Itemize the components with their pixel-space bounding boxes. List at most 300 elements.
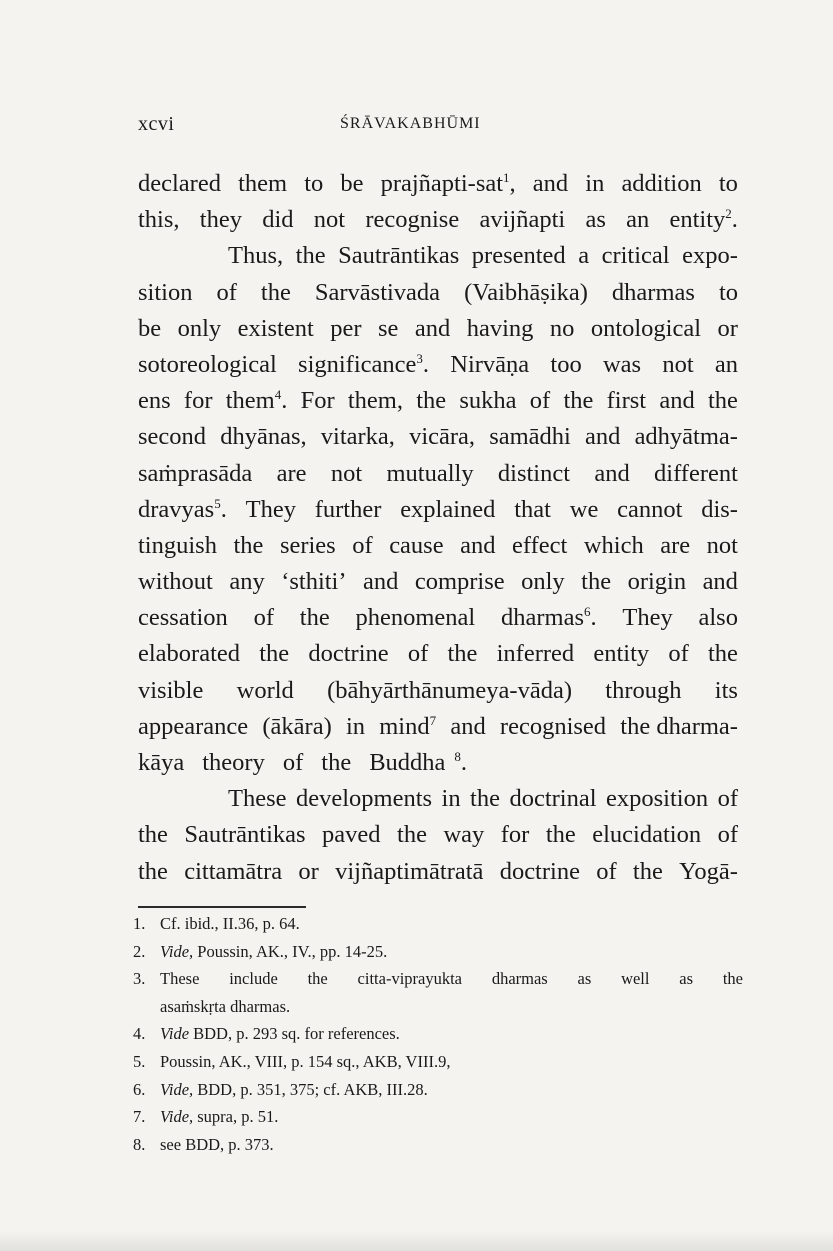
word: [331, 456, 362, 492]
word: [415, 311, 450, 347]
word: [670, 202, 738, 238]
word-text: the: [563, 387, 594, 415]
footnote-ref: 4: [274, 386, 282, 402]
word: [708, 383, 738, 419]
word: [512, 528, 567, 564]
word: [459, 383, 516, 419]
text-line: [138, 202, 738, 238]
word-text: are: [276, 459, 307, 487]
word-text: to: [718, 278, 738, 306]
text-line: [138, 456, 738, 492]
word-text: significance: [298, 350, 417, 378]
word: [298, 347, 429, 383]
word: [138, 275, 192, 311]
word-text: only: [521, 568, 565, 596]
footnote-text: [160, 1076, 743, 1104]
word-text: elucidation: [592, 821, 702, 849]
word: [138, 636, 240, 672]
word: [378, 311, 398, 347]
word: [348, 383, 403, 419]
word-text: critical: [601, 242, 670, 270]
word: [281, 564, 346, 600]
word-text: not: [330, 459, 363, 487]
word: [138, 419, 206, 455]
footnote-ref: 3: [416, 350, 423, 366]
word: [386, 456, 473, 492]
word: [296, 781, 432, 817]
word-text: its: [714, 676, 738, 704]
word: [659, 383, 694, 419]
word: [550, 347, 581, 383]
word-text: origin: [627, 568, 687, 596]
word: [400, 492, 495, 528]
word-text: was: [602, 350, 642, 378]
text-line: [138, 636, 738, 672]
word-text: inferred: [496, 640, 575, 668]
footnote-item: [133, 965, 743, 993]
word: [585, 419, 620, 455]
word-text: a: [578, 242, 590, 270]
footnote-number: 8.: [133, 1134, 146, 1154]
footnote-text: [160, 965, 743, 993]
word: [327, 673, 572, 709]
footnote-number: 2.: [133, 941, 146, 961]
footnote-word: include: [229, 969, 278, 989]
word: [719, 166, 738, 202]
word-text: doctrine: [499, 857, 580, 885]
word: [514, 492, 551, 528]
word-text: sukha: [459, 387, 517, 415]
word-text: for: [183, 387, 213, 415]
word: [607, 383, 646, 419]
word-text: Buddha: [369, 749, 446, 776]
word-text: of: [668, 640, 689, 668]
word-text: the: [397, 821, 427, 849]
word-text: per: [330, 314, 362, 342]
word: [355, 600, 475, 636]
word: [340, 166, 363, 202]
word-text: developments: [295, 785, 433, 813]
word-text: kāya: [138, 749, 185, 776]
word: [138, 166, 221, 202]
word: [703, 564, 738, 600]
word-text: too: [550, 350, 582, 378]
word-text: the: [707, 387, 738, 415]
word: [585, 166, 604, 202]
word: [530, 383, 550, 419]
word: [308, 636, 388, 672]
word-text: in: [345, 712, 366, 740]
word-text: first: [606, 387, 647, 415]
word: [500, 854, 580, 890]
footnote-item: [133, 1048, 743, 1076]
footnote-ref: 6: [583, 604, 591, 620]
word: [246, 492, 296, 528]
text-line: [138, 854, 738, 890]
word-text: declared: [138, 170, 221, 197]
word-text: cannot: [617, 495, 683, 523]
word: [138, 564, 213, 600]
text-line: [138, 383, 738, 419]
word-text: or: [717, 314, 738, 342]
word-text: different: [654, 459, 738, 487]
text-line: [138, 275, 738, 311]
footnote-word: as: [679, 969, 694, 989]
footnote-body: BDD, p. 351, 375; cf. AKB, III.28.: [193, 1079, 428, 1099]
word-text: second: [138, 423, 207, 451]
word: [460, 528, 495, 564]
word-text: the: [295, 242, 326, 270]
word-text: ens: [138, 387, 171, 415]
word-text: Nirvāṇa: [450, 350, 530, 378]
word-text: prajñapti-sat: [380, 170, 504, 197]
word: [304, 166, 323, 202]
word: [277, 456, 307, 492]
word: [262, 709, 331, 745]
word-text: in: [585, 170, 605, 197]
word: [606, 781, 708, 817]
word: [233, 528, 263, 564]
text-line: [138, 564, 738, 600]
word-text: and: [363, 568, 399, 596]
word: [472, 238, 566, 274]
word-text: that: [514, 495, 551, 523]
word: [707, 528, 738, 564]
footnote-word: the: [307, 969, 328, 989]
word-text: series: [279, 531, 336, 559]
word: [605, 673, 681, 709]
word-text: and: [594, 459, 630, 487]
punctuation: .: [220, 495, 227, 523]
word: [283, 745, 312, 781]
word-text: the: [321, 749, 352, 776]
word: [592, 817, 701, 853]
word: [701, 492, 738, 528]
word: [450, 347, 529, 383]
word: [501, 817, 530, 853]
word: [603, 347, 641, 383]
word-text: of: [717, 821, 738, 849]
punctuation: .: [460, 749, 468, 776]
word-text: ‘sthiti’: [281, 568, 347, 596]
footnote-word: the: [722, 969, 743, 989]
word-text: elaborated: [138, 640, 241, 668]
word-text: only: [177, 314, 222, 342]
text-line: [138, 745, 738, 781]
footnote-number: 1.: [133, 914, 146, 933]
word: [470, 781, 500, 817]
word: [301, 383, 335, 419]
word-text: way: [443, 821, 485, 849]
word-text: world: [236, 676, 294, 704]
footnote-number: 6.: [133, 1079, 146, 1099]
word: [581, 564, 611, 600]
word-text: recognise: [365, 206, 460, 234]
footnote-text: see BDD, p. 373.: [160, 1134, 274, 1154]
word-text: (ākāra): [262, 712, 332, 740]
word-text: exposition: [606, 785, 709, 813]
word-text: dis-: [701, 495, 738, 523]
word: [708, 636, 738, 672]
word-text: presented: [471, 242, 566, 270]
word: [296, 238, 326, 274]
page-number: xcvi: [138, 113, 175, 135]
word: [450, 709, 485, 745]
word-text: appearance: [138, 712, 249, 740]
word-text: addition: [621, 170, 702, 197]
word: [335, 854, 483, 890]
footnote-text: Cf. ibid., II.36, p. 64.: [160, 914, 300, 933]
word-text: and: [414, 314, 451, 342]
word: [138, 311, 161, 347]
word-text: vitarka,: [320, 423, 395, 451]
word: [718, 817, 738, 853]
word-text: dravyas: [138, 495, 215, 523]
word: [321, 419, 395, 455]
word-text: (bāhyārthānumeya-vāda): [327, 676, 572, 704]
word: [229, 564, 264, 600]
word-text: the: [632, 857, 663, 885]
word-text: recognised: [499, 712, 607, 740]
footnote-lead: Vide,: [160, 1079, 194, 1099]
word-text: Yogā-: [679, 857, 738, 885]
word-text: we: [569, 495, 599, 523]
word-text: Sautrāntikas: [184, 821, 306, 849]
word-text: to: [304, 170, 324, 197]
text-line: [138, 492, 738, 528]
footnote-text: [160, 1020, 743, 1048]
word-text: visible: [138, 676, 204, 704]
word: [261, 275, 291, 311]
word: [138, 673, 203, 709]
word-text: dharmas: [500, 604, 584, 632]
word-text: are: [660, 531, 691, 559]
word-text: They: [622, 604, 673, 632]
word: [202, 745, 274, 781]
word: [679, 854, 738, 890]
footnote-item: [133, 938, 743, 966]
word-text: be: [138, 314, 162, 342]
word-text: (Vaibhāṣika): [464, 278, 588, 306]
punctuation: .: [590, 604, 597, 632]
word: [397, 817, 427, 853]
scan-edge: [0, 1231, 833, 1251]
word-text: These: [228, 785, 287, 813]
footnote-lead: Vide,: [160, 941, 194, 961]
word: [489, 419, 571, 455]
text-line: [138, 347, 738, 383]
word-text: mind: [379, 712, 430, 740]
footnote-ref: 1: [503, 169, 510, 185]
word-text: comprise: [414, 568, 505, 596]
word: [226, 383, 288, 419]
word: [315, 492, 382, 528]
word-text: as: [585, 206, 606, 234]
word-text: theory: [202, 749, 265, 776]
word: [633, 854, 663, 890]
text-line: [138, 419, 738, 455]
word-text: the: [138, 857, 168, 885]
word: [467, 311, 534, 347]
word: [138, 817, 168, 853]
footnote-lead: Vide: [160, 1024, 190, 1044]
word: [617, 492, 682, 528]
punctuation: .: [281, 387, 288, 415]
word-text: any: [229, 568, 265, 596]
footnote-word: as: [577, 969, 592, 989]
word: [416, 383, 446, 419]
word-text: explained: [400, 495, 496, 523]
footnote-item: [133, 1103, 743, 1131]
word-text: adhyātma-: [634, 423, 738, 451]
footnote-number: 4.: [133, 1024, 146, 1044]
word-text: effect: [512, 531, 568, 559]
word: [621, 166, 701, 202]
word-text: and: [659, 387, 695, 415]
footnote-separator: [138, 906, 306, 908]
word-text: for: [500, 821, 530, 849]
word-text: Thus,: [228, 242, 284, 270]
word: [596, 854, 616, 890]
word: [262, 202, 293, 238]
word: [521, 564, 565, 600]
footnote-word: citta-viprayukta: [357, 969, 463, 989]
word-text: of: [529, 387, 551, 415]
word: [138, 745, 193, 781]
word-text: the: [708, 640, 738, 668]
text-line: [138, 817, 738, 853]
punctuation: .: [731, 206, 738, 234]
word-text: not: [313, 206, 346, 234]
word: [602, 238, 670, 274]
word-text: the: [470, 785, 500, 813]
word-text: tinguish: [138, 531, 217, 559]
word-text: Sautrāntikas: [338, 242, 460, 270]
word: [500, 709, 606, 745]
word-text: They: [245, 495, 296, 523]
footnote-text: [160, 938, 743, 966]
word-text: Sarvāstivada: [314, 278, 441, 306]
word: [442, 781, 461, 817]
word: [718, 781, 738, 817]
word-text: this,: [138, 206, 180, 234]
word: [682, 238, 738, 274]
text-line: [138, 166, 738, 202]
word: [546, 817, 576, 853]
word: [369, 745, 476, 781]
word-text: avijñapti: [479, 206, 566, 234]
word: [216, 275, 236, 311]
word-text: entity: [593, 640, 650, 668]
word-text: doctrine: [308, 640, 389, 668]
word: [654, 456, 738, 492]
word: [668, 636, 688, 672]
word-text: the: [138, 821, 168, 849]
footnote-number: 7.: [133, 1107, 146, 1127]
word: [718, 311, 738, 347]
word: [298, 854, 318, 890]
word-text: and: [450, 712, 486, 740]
word: [365, 202, 459, 238]
word-text: the: [581, 568, 612, 596]
word: [352, 528, 372, 564]
word-text: an: [626, 206, 650, 234]
word: [409, 419, 475, 455]
text-line: [138, 528, 738, 564]
footnote-word: These: [160, 969, 200, 989]
word-text: paved: [322, 821, 381, 849]
footnote-word: well: [621, 969, 650, 989]
word: [593, 636, 649, 672]
word-text: ontological: [590, 314, 702, 342]
word: [228, 238, 283, 274]
footnote-ref: 5: [214, 495, 221, 511]
text-line: [138, 709, 738, 745]
word-text: phenomenal: [355, 604, 476, 632]
footnote-word: dharmas: [491, 969, 548, 989]
word: [138, 854, 168, 890]
word: [408, 636, 428, 672]
footnote-body: Poussin, AK., IV., pp. 14-25.: [193, 941, 388, 961]
word-text: and: [585, 423, 621, 451]
footnote-item: [133, 993, 743, 1021]
word: [338, 238, 459, 274]
word-text: no: [549, 314, 575, 342]
word-text: be: [340, 170, 364, 197]
word-text: or: [298, 857, 319, 885]
word: [138, 528, 217, 564]
word-text: which: [583, 531, 644, 559]
word-text: For: [300, 387, 335, 415]
word-text: cessation: [138, 604, 228, 632]
word: [698, 600, 737, 636]
word-text: existent: [237, 314, 314, 342]
word: [315, 275, 440, 311]
word: [479, 202, 565, 238]
word-text: se: [378, 314, 399, 342]
word: [300, 600, 330, 636]
footnote-item: [133, 1020, 743, 1048]
word: [620, 709, 738, 745]
word-text: and: [460, 531, 496, 559]
word: [464, 275, 588, 311]
word-text: and: [532, 170, 569, 197]
text-line: [138, 238, 738, 274]
word-text: they: [199, 206, 242, 234]
word: [238, 166, 287, 202]
word-text: an: [714, 350, 738, 378]
word: [138, 600, 228, 636]
word: [578, 238, 589, 274]
word-text: of: [352, 531, 373, 559]
word: [570, 492, 599, 528]
word: [184, 383, 213, 419]
word: [622, 600, 672, 636]
word-text: the: [545, 821, 576, 849]
word-text: cittamātra: [184, 857, 283, 885]
word: [254, 600, 274, 636]
word-text: of: [596, 857, 617, 885]
word: [138, 347, 277, 383]
word-text: mutually: [386, 459, 474, 487]
footnotes: [133, 910, 743, 1158]
word-text: without: [138, 568, 213, 596]
word-text: of: [407, 640, 429, 668]
word-text: expo-: [682, 242, 738, 270]
word: [178, 311, 222, 347]
text-line: [138, 781, 738, 817]
footnote-text: [160, 1103, 743, 1131]
